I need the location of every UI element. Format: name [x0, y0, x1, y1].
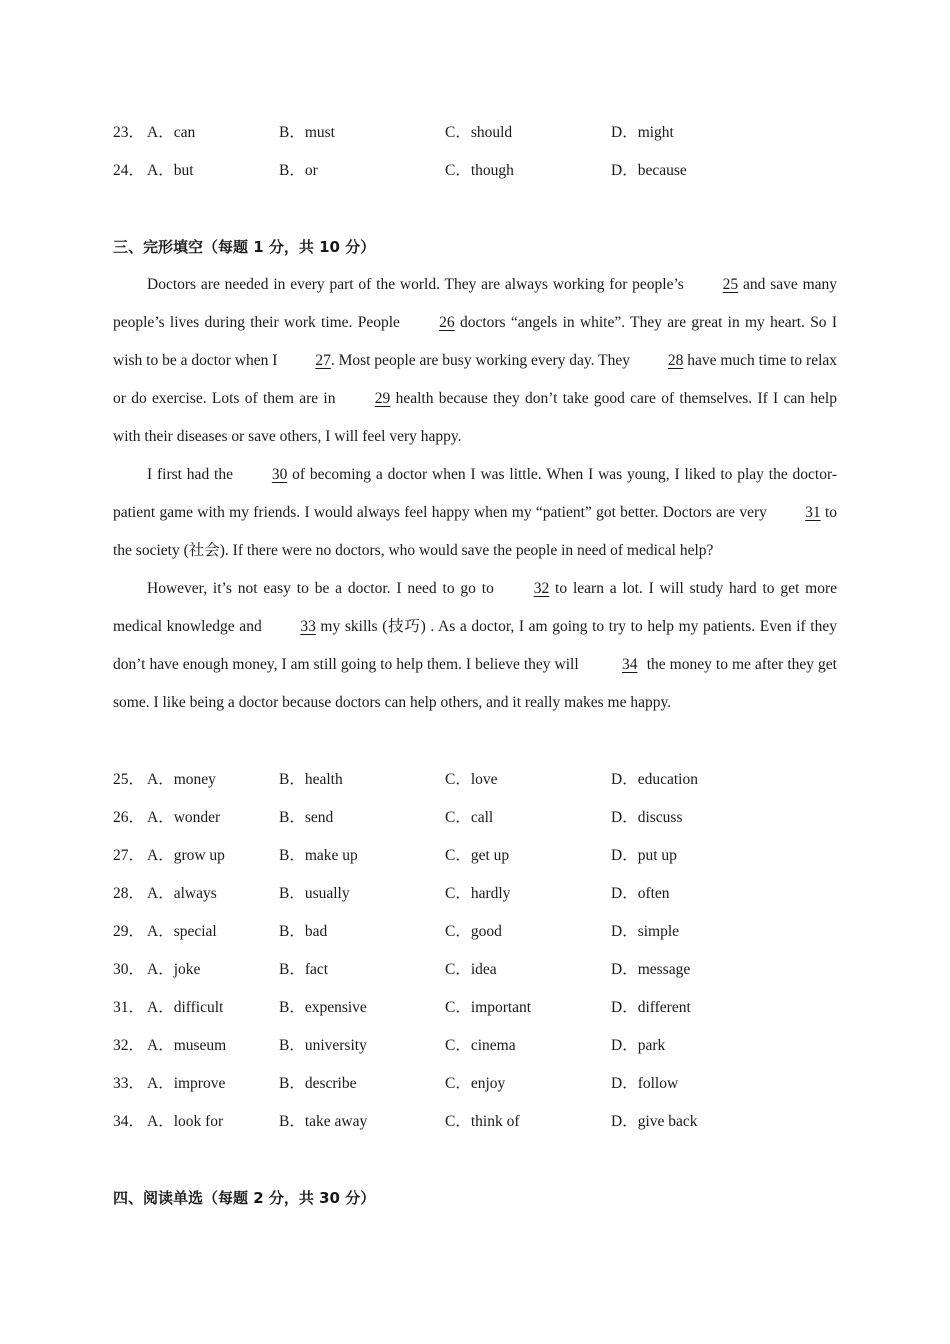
option-c: C．should: [445, 124, 513, 141]
option-c: C．get up: [445, 847, 510, 864]
option-c: C．hardly: [445, 885, 511, 902]
option-b: B．must: [279, 124, 335, 141]
option-a: A．money: [147, 771, 216, 788]
blank-34: 34: [621, 656, 638, 673]
question-30: [113, 951, 843, 989]
option-b: B．expensive: [279, 999, 367, 1016]
option-d: D．put up: [611, 847, 677, 864]
option-a: A．but: [147, 162, 194, 179]
passage-text: . Most people are busy working every day. They: [330, 352, 634, 369]
option-b: B．usually: [279, 885, 350, 902]
option-d: D．different: [611, 999, 691, 1016]
passage-text: I first had the: [147, 466, 238, 483]
option-c: C．good: [445, 923, 502, 940]
blank-25: 25: [722, 276, 739, 293]
option-d: D．follow: [611, 1075, 679, 1092]
blank-32: 32: [533, 580, 550, 597]
question-number: 25．: [113, 771, 145, 788]
question-27: [113, 837, 843, 875]
option-c: C．cinema: [445, 1037, 516, 1054]
question-number: 32．: [113, 1037, 145, 1054]
option-c: C．think of: [445, 1113, 520, 1130]
option-d: D．simple: [611, 923, 680, 940]
question-28: [113, 875, 843, 913]
passage-text: of becoming a doctor when I was little. When I was young, I liked to play the doctor-patient game with my friends. I would always feel happy when my “patient” got better. Doctors are very: [113, 466, 837, 521]
option-a: A．always: [147, 885, 217, 902]
passage-text: Doctors are needed in every part of the world. They are always working for people’s: [147, 276, 689, 293]
option-b: B．describe: [279, 1075, 357, 1092]
option-b: B．send: [279, 809, 334, 826]
question-number: 23．: [113, 124, 145, 141]
question-number: 31．: [113, 999, 145, 1016]
blank-31: 31: [805, 504, 821, 521]
option-d: D．message: [611, 961, 691, 978]
passage-text: my skills (技巧) . As a doctor, I am going to try to help my patients. Even if they don’t have enough money, I am still going to help them. I believe they will: [113, 618, 837, 673]
option-a: A．special: [147, 923, 217, 940]
passage-text: to learn a lot. I will study hard to get more medical knowledge and: [113, 580, 838, 635]
option-d: D．park: [611, 1037, 666, 1054]
question-34: [113, 1103, 843, 1141]
option-d: D．often: [611, 885, 670, 902]
question-number: 29．: [113, 923, 145, 940]
option-a: A．can: [147, 124, 196, 141]
question-31: [113, 989, 843, 1027]
option-a: A．improve: [147, 1075, 226, 1092]
blank-26: 26: [439, 314, 455, 331]
option-a: A．wonder: [147, 809, 221, 826]
blank-28: 28: [667, 352, 684, 369]
option-b: B．fact: [279, 961, 329, 978]
question-number: 27．: [113, 847, 145, 864]
cloze-passage: [113, 266, 837, 722]
question-24: [113, 152, 843, 190]
option-c: C．love: [445, 771, 498, 788]
option-b: B．or: [279, 162, 318, 179]
option-b: B．health: [279, 771, 343, 788]
question-number: 28．: [113, 885, 145, 902]
passage-text: doctors “angels in white”. They are great in my heart. So I wish to be a doctor when I: [113, 314, 837, 369]
passage-paragraph-2: [113, 456, 837, 570]
question-number: 34．: [113, 1113, 145, 1130]
question-number: 30．: [113, 961, 145, 978]
passage-text: and save many people’s lives during their work time. People: [113, 276, 838, 331]
passage-text: have much time to relax or do exercise. Lots of them are in: [113, 352, 838, 407]
option-c: C．call: [445, 809, 494, 826]
section-3-title: 三、完形填空（每题 1 分，共 10 分）: [113, 238, 376, 256]
question-number: 26．: [113, 809, 145, 826]
option-a: A．museum: [147, 1037, 227, 1054]
option-b: B．bad: [279, 923, 328, 940]
passage-text: the money to me after they get some. I like being a doctor because doctors can help others, and it really makes me happy.: [113, 656, 837, 711]
option-a: A．joke: [147, 961, 201, 978]
question-23: [113, 114, 843, 152]
passage-text: health because they don’t take good care of themselves. If I can help with their diseases or save others, I will feel very happy.: [113, 390, 837, 445]
option-b: B．take away: [279, 1113, 368, 1130]
option-b: B．make up: [279, 847, 358, 864]
option-c: C．important: [445, 999, 532, 1016]
question-32: [113, 1027, 843, 1065]
passage-text: to the society (社会). If there were no doctors, who would save the people in need of medical help?: [113, 504, 837, 559]
question-number: 33．: [113, 1075, 145, 1092]
option-a: A．grow up: [147, 847, 225, 864]
option-d: D．discuss: [611, 809, 683, 826]
question-33: [113, 1065, 843, 1103]
option-c: C．idea: [445, 961, 497, 978]
question-29: [113, 913, 843, 951]
option-a: A．look for: [147, 1113, 224, 1130]
option-d: D．because: [611, 162, 687, 179]
blank-29: 29: [374, 390, 391, 407]
passage-paragraph-3: [113, 570, 837, 722]
question-26: [113, 799, 843, 837]
passage-paragraph-1: [113, 266, 837, 456]
blank-33: 33: [300, 618, 316, 635]
option-c: C．though: [445, 162, 514, 179]
option-d: D．education: [611, 771, 698, 788]
passage-text: However, it’s not easy to be a doctor. I need to go to: [147, 580, 500, 597]
option-a: A．difficult: [147, 999, 224, 1016]
option-b: B．university: [279, 1037, 367, 1054]
blank-27: 27: [315, 352, 331, 369]
question-number: 24．: [113, 162, 145, 179]
option-d: D．might: [611, 124, 674, 141]
section-4-title: 四、阅读单选（每题 2 分，共 30 分）: [113, 1189, 376, 1207]
blank-30: 30: [271, 466, 288, 483]
option-c: C．enjoy: [445, 1075, 506, 1092]
option-d: D．give back: [611, 1113, 698, 1130]
question-25: [113, 761, 843, 799]
